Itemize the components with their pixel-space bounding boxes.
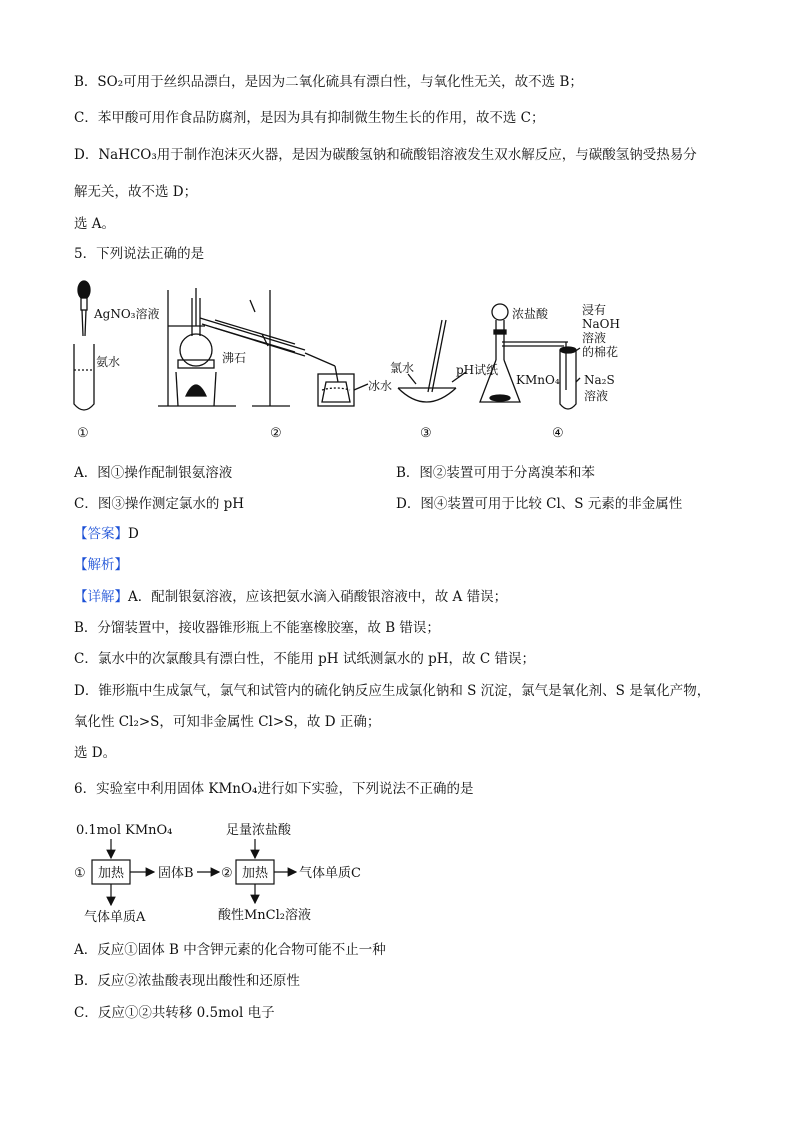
figure-caption-2: ② [270, 426, 282, 441]
label-soaked-1: 浸有 [582, 303, 607, 317]
q5-detail-c: C．氯水中的次氯酸具有漂白性，不能用 pH 试纸测氯水的 pH，故 C 错误； [74, 651, 535, 667]
label-agno3: AgNO₃溶液 [94, 307, 160, 321]
q5-option-b: B．图②装置可用于分离溴苯和苯 [396, 465, 595, 481]
q5-conclusion: 选 D。 [74, 745, 117, 761]
label-soaked-2: NaOH [582, 317, 620, 331]
flow-mncl2: 酸性MnCl₂溶液 [218, 908, 311, 923]
q5-apparatus-figure [0, 278, 794, 438]
flow-heat-1: 加热 [98, 866, 125, 881]
q6-stem: 6．实验室中利用固体 KMnO₄进行如下实验，下列说法不正确的是 [74, 781, 474, 797]
answer-value: D [128, 526, 139, 542]
q5-option-d: D．图④装置可用于比较 Cl、S 元素的非金属性 [396, 496, 683, 512]
figure-caption-1: ① [77, 426, 89, 441]
label-boiling-stone: 沸石 [222, 351, 247, 365]
distillation-apparatus [158, 288, 368, 406]
label-ammonia: 氨水 [96, 355, 121, 369]
q5-detail-a-line [74, 587, 507, 607]
label-kmno4: KMnO₄ [516, 373, 560, 387]
label-na2s-solution: 溶液 [584, 389, 609, 403]
q4-option-b-explanation: B．SO₂可用于丝织品漂白，是因为二氧化硫具有漂白性，与氧化性无关，故不选 B； [74, 74, 583, 90]
label-chlorine-water: 氯水 [390, 361, 415, 375]
q6-option-a: A．反应①固体 B 中含钾元素的化合物可能不止一种 [74, 942, 386, 958]
label-na2s: Na₂S [584, 373, 615, 387]
q5-option-c: C．图③操作测定氯水的 pH [74, 496, 245, 512]
dropper-and-test-tube [74, 281, 94, 410]
q5-stem: 5．下列说法正确的是 [74, 246, 205, 262]
flow-step-1: ① [74, 866, 86, 881]
label-soaked-3: 溶液 [582, 331, 607, 345]
flow-start: 0.1mol KMnO₄ [76, 823, 173, 838]
figure-caption-3: ③ [420, 426, 432, 441]
q5-analysis-line [74, 555, 128, 575]
flow-solid-b: 固体B [158, 866, 194, 881]
flow-step-2: ② [221, 866, 233, 881]
detail-tag: 【详解】 [74, 589, 128, 605]
analysis-tag: 【解析】 [74, 557, 128, 573]
answer-tag: 【答案】 [74, 526, 128, 542]
q4-option-c-explanation: C．苯甲酸可用作食品防腐剂，是因为具有抑制微生物生长的作用，故不选 C； [74, 110, 545, 126]
q6-option-b: B．反应②浓盐酸表现出酸性和还原性 [74, 973, 300, 989]
q5-answer-line [74, 524, 139, 544]
q6-option-c: C．反应①②共转移 0.5mol 电子 [74, 1005, 275, 1021]
q4-option-d-explanation-1: D．NaHCO₃用于制作泡沫灭火器，是因为碳酸氢钠和硫酸铝溶液发生双水解反应，与碳酸氢钠受热易分 [74, 147, 697, 163]
flow-gas-c: 气体单质C [299, 866, 361, 881]
q5-option-a: A．图①操作配制银氨溶液 [74, 465, 233, 481]
label-conc-hcl: 浓盐酸 [512, 307, 549, 321]
label-ice-water: 冰水 [368, 379, 393, 393]
flow-acid: 足量浓盐酸 [226, 823, 292, 838]
detail-a: A．配制银氨溶液，应该把氨水滴入硝酸银溶液中，故 A 错误； [128, 589, 508, 605]
q5-detail-d-2: 氧化性 Cl₂>S，可知非金属性 Cl>S，故 D 正确； [74, 714, 381, 730]
q4-conclusion: 选 A。 [74, 216, 116, 232]
q6-flow-diagram [0, 815, 794, 925]
flow-heat-2: 加热 [242, 866, 269, 881]
q4-option-d-explanation-2: 解无关，故不选 D； [74, 184, 198, 200]
q5-detail-b: B．分馏装置中，接收器锥形瓶上不能塞橡胶塞，故 B 错误； [74, 620, 440, 636]
label-soaked-4: 的棉花 [582, 345, 619, 359]
q5-detail-d-1: D．锥形瓶中生成氯气，氯气和试管内的硫化钠反应生成氯化钠和 S 沉淀，氯气是氧化剂、S 是氧化产物， [74, 683, 711, 699]
flow-gas-a: 气体单质A [84, 910, 146, 925]
figure-caption-4: ④ [552, 426, 564, 441]
label-ph-paper: pH试纸 [456, 363, 499, 377]
